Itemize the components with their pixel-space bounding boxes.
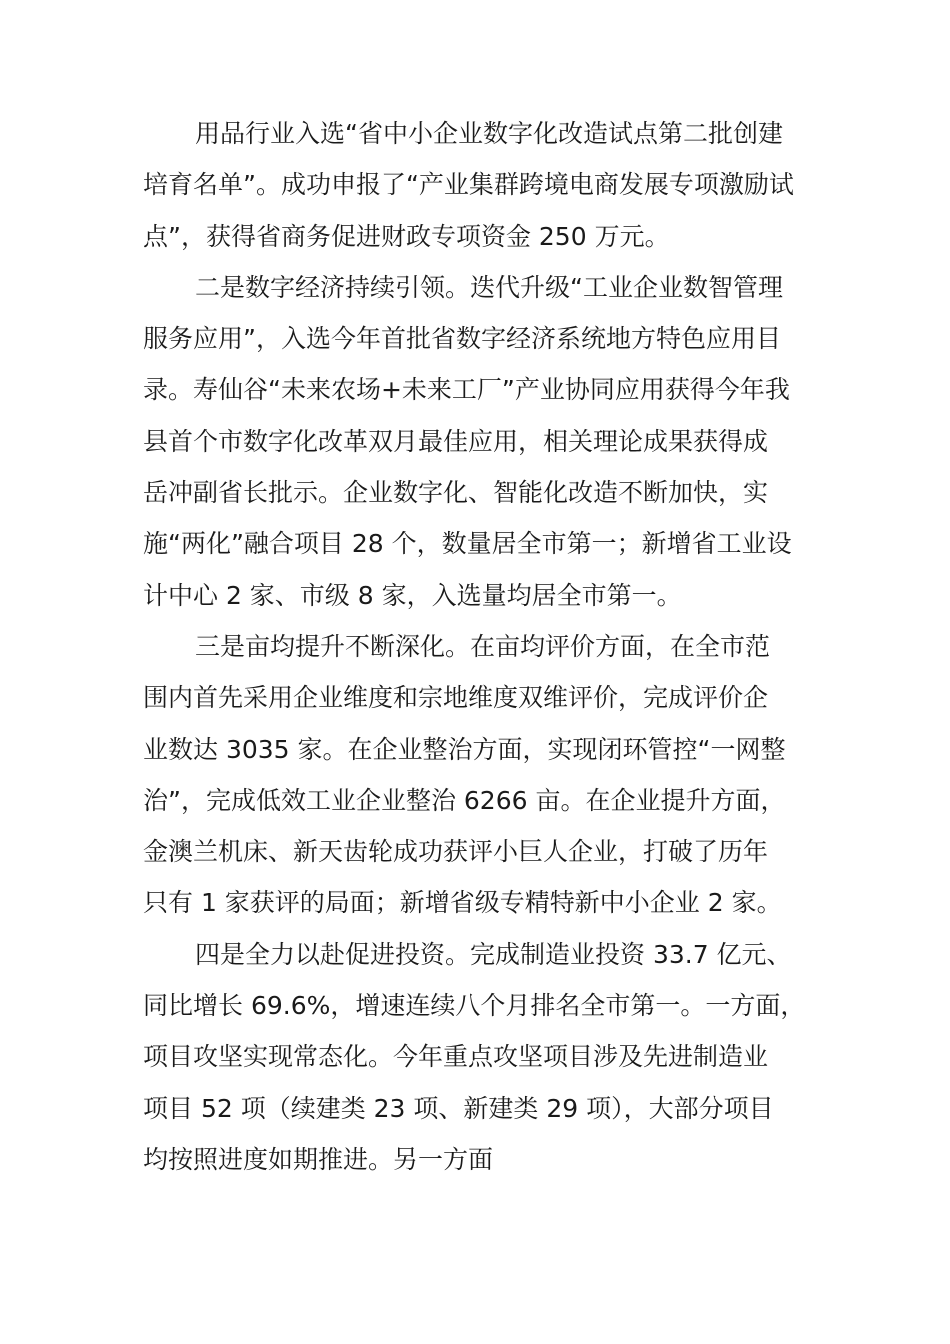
text-line: 同比增长 69.6%，增速连续八个月排名全市第一。一方面， bbox=[143, 991, 806, 1021]
text-line: 业数达 3035 家。在企业整治方面，实现闭环管控“一网整 bbox=[143, 734, 786, 764]
text-line: 点”，获得省商务促进财政专项资金 250 万元。 bbox=[143, 221, 670, 251]
paragraph-start-line: 二是数字经济持续引领。迭代升级“工业企业数智管理 bbox=[195, 272, 783, 302]
paragraph-start-line: 三是亩均提升不断深化。在亩均评价方面，在全市范 bbox=[195, 631, 771, 661]
text-line: 项目 52 项（续建类 23 项、新建类 29 项），大部分项目 bbox=[143, 1093, 774, 1123]
text-line: 县首个市数字化改革双月最佳应用，相关理论成果获得成 bbox=[143, 426, 769, 456]
text-line: 录。寿仙谷“未来农场+未来工厂”产业协同应用获得今年我 bbox=[143, 375, 790, 405]
text-line: 服务应用”，入选今年首批省数字经济系统地方特色应用目 bbox=[143, 324, 781, 354]
text-line: 岳冲副省长批示。企业数字化、智能化改造不断加快，实 bbox=[143, 478, 769, 508]
text-line: 金澳兰机床、新天齿轮成功获评小巨人企业，打破了历年 bbox=[143, 837, 769, 867]
text-line: 只有 1 家获评的局面；新增省级专精特新中小企业 2 家。 bbox=[143, 888, 782, 918]
text-line: 计中心 2 家、市级 8 家，入选量均居全市第一。 bbox=[143, 580, 682, 610]
document-body bbox=[143, 108, 813, 1185]
paragraph-start-line: 四是全力以赴促进投资。完成制造业投资 33.7 亿元、 bbox=[195, 939, 792, 969]
text-line: 施“两化”融合项目 28 个，数量居全市第一；新增省工业设 bbox=[143, 529, 792, 559]
text-line: 培育名单”。成功申报了“产业集群跨境电商发展专项激励试 bbox=[143, 170, 794, 200]
text-line: 均按照进度如期推进。另一方面 bbox=[143, 1144, 494, 1174]
text-line: 项目攻坚实现常态化。今年重点攻坚项目涉及先进制造业 bbox=[143, 1042, 769, 1072]
text-line: 围内首先采用企业维度和宗地维度双维评价，完成评价企 bbox=[143, 683, 769, 713]
text-line: 用品行业入选“省中小企业数字化改造试点第二批创建 bbox=[195, 119, 783, 148]
text-line: 治”，完成低效工业企业整治 6266 亩。在企业提升方面， bbox=[143, 785, 786, 815]
